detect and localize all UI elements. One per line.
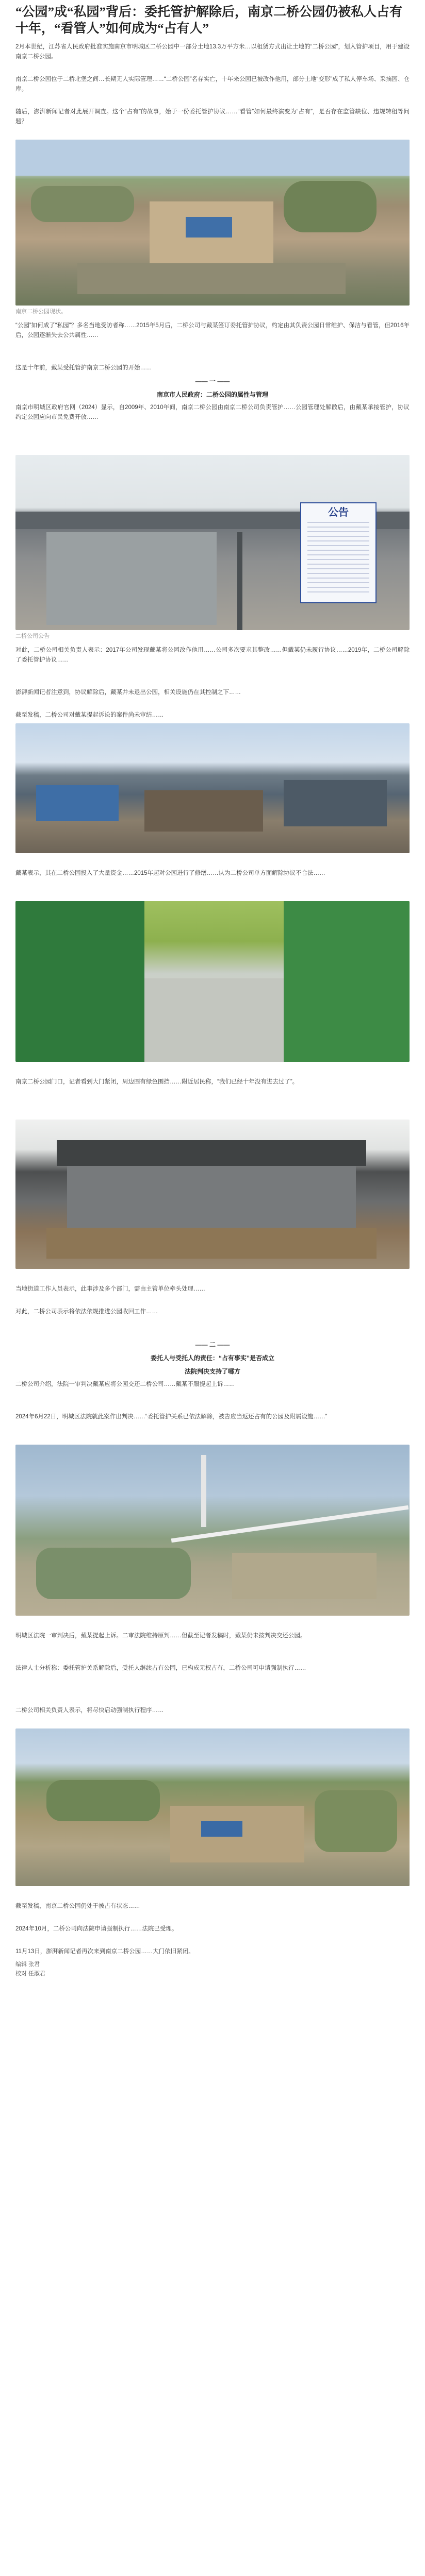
image-caption xyxy=(15,1064,410,1072)
section-number: —— 一 —— xyxy=(195,378,230,385)
covered-building-photo xyxy=(15,1120,410,1269)
paragraph: 南京二桥公园门口，记者看到大门紧闭，周边围有绿色围挡……附近居民称，“我们已经十年没有进去过了”。 xyxy=(15,1079,299,1085)
paragraph: 对此，二桥公司相关负责人表示：2017年公司发现戴某将公园改作他用……公司多次要求其整改……但戴某仍未履行协议……2019年，二桥公司解除了委托管护协议…… xyxy=(15,647,410,663)
notice-board xyxy=(300,502,377,603)
paragraph: 2024年10月，二桥公司向法院申请强制执行……法院已受理。 xyxy=(15,1926,178,1932)
image-caption xyxy=(15,1888,410,1896)
paragraph: 二桥公司介绍，法院一审判决戴某应将公园交还二桥公司……戴某不服提起上诉…… xyxy=(15,1381,235,1387)
section-number: —— 二 —— xyxy=(195,1341,230,1348)
image-caption xyxy=(15,1271,410,1279)
image-caption xyxy=(15,855,410,863)
green-fence-photo xyxy=(15,901,410,1062)
section-subtitle: 委托人与受托人的责任：“占有事实”是否成立 xyxy=(150,1354,274,1362)
paragraph: 2024年6月22日，明城区法院就此案作出判决……“委托管护关系已依法解除，被告应当返还占有的公园及附属设施……” xyxy=(15,1414,328,1420)
article-title: “公园”成“私园”背后：委托管护解除后，南京二桥公园仍被私人占有十年，“看管人”如何成为“占有人” xyxy=(15,5,403,36)
image-caption: 南京二桥公园现状。 xyxy=(15,309,67,315)
paragraph: 二桥公司相关负责人表示，将尽快启动强制执行程序…… xyxy=(15,1707,164,1714)
paragraph: 法律人士分析称：委托管护关系解除后，受托人继续占有公园，已构成无权占有，二桥公司可申请强制执行…… xyxy=(15,1665,306,1671)
park-overview-photo xyxy=(15,1728,410,1886)
editor-credit: 编辑 张君 xyxy=(15,1961,40,1968)
reviewer-credit: 校对 任淑君 xyxy=(15,1971,46,1977)
paragraph: 南京市明城区政府官网（2024）显示，自2009年、2010年间，南京二桥公园由南京二桥公司负责管护……公园管理处解散后，由戴某承接管护，协议约定公园应向市民免费开放…… xyxy=(15,404,410,420)
notice-title: 公告 xyxy=(328,507,349,518)
paragraph: 11月13日，澎湃新闻记者再次来到南京二桥公园……大门依旧紧闭。 xyxy=(15,1948,194,1955)
paragraph: 明城区法院一审判决后，戴某提起上诉。二审法院维持原判……但截至记者发稿时，戴某仍未按判决交还公园。 xyxy=(15,1633,306,1639)
section-subtitle: 法院判决支持了哪方 xyxy=(184,1368,240,1375)
park-aerial-photo xyxy=(15,140,410,306)
paragraph: 当地街道工作人员表示，此事涉及多个部门，需由主管单位牵头处理…… xyxy=(15,1286,205,1292)
paragraph: 2月本世纪，江苏省人民政府批准实施南京市明城区二桥公园中一部分土地13.3万平方米…以租赁方式出让土地的“二桥公园”，划入管护项目，用于建设南京二桥公园。 xyxy=(15,44,410,60)
paragraph: 这是十年前，戴某受托管护南京二桥公园的开始…… xyxy=(15,365,152,371)
paragraph: 截至发稿，二桥公司对戴某提起诉讼的案件尚未审结…… xyxy=(15,712,164,718)
paragraph: 澎湃新闻记者注意到，协议解除后，戴某并未退出公园，相关设施仍在其控制之下…… xyxy=(15,689,241,696)
paragraph: 南京二桥公园位于二桥北堡之间…长期无人实际管理……“二桥公园”名存实亡，十年来公园已被改作他用，部分土地“变形”成了私人停车场、采摘园、仓库。 xyxy=(15,76,410,92)
image-caption: 二桥公司公告 xyxy=(15,633,50,639)
gate-notice-photo xyxy=(15,455,410,630)
paragraph: 戴某表示，其在二桥公园投入了大量资金……2015年起对公园进行了修缮……认为二桥公司单方面解除协议不合法…… xyxy=(15,870,325,876)
paragraph: 随后，澎湃新闻记者对此展开调查。这个“占有”的故事，始于一份委托管护协议……“看管”如何最终演变为“占有”，是否存在监管缺位、违规转租等问题？ xyxy=(15,109,410,125)
paragraph: 对此，二桥公司表示将依法依规推进公园收回工作…… xyxy=(15,1309,158,1315)
article-page xyxy=(0,4,425,2576)
bridge-aerial-photo xyxy=(15,1445,410,1616)
storage-yard-photo xyxy=(15,723,410,853)
paragraph: 截至发稿，南京二桥公园仍处于被占有状态…… xyxy=(15,1903,140,1909)
image-caption xyxy=(15,1618,410,1626)
section-subtitle: 南京市人民政府：二桥公园的属性与管理 xyxy=(156,391,268,398)
paragraph: “公园”如何成了“私园”？多名当地受访者称……2015年5月后，二桥公司与戴某签订委托管护协议，约定由其负责公园日常维护、保洁与看管，但2016年后，公园逐渐失去公共属性…… xyxy=(15,323,410,338)
